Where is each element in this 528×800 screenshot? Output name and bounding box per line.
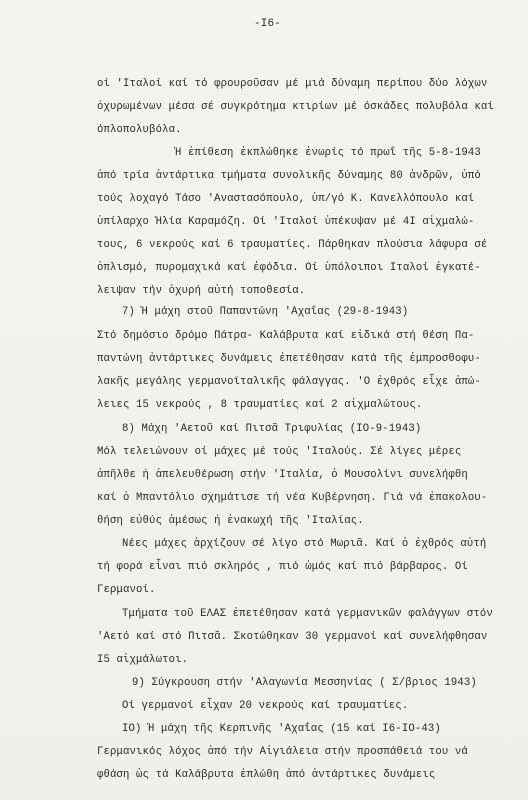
text-line: ἀπῆλθε ἡ ἀπελευθέρωση στήν 'Ιταλία, ὁ Μουσολίνι συνελήφθη (97, 469, 468, 481)
text-line: φθάση ὡς τά Καλάβρυτα ἐπλώθη ἀπό ἀντάρτικες δυνάμεις (97, 769, 436, 781)
text-line: θήση εὐθύς ἀμέσως ἡ ἐνακωχή τῆς 'Ιταλίας. (97, 515, 364, 527)
section-heading: 9) Σύγκρουση στήν 'Αλαγωνία Μεσσηνίας ( Σ/βριος 1943) (132, 677, 477, 689)
text-line: I5 αἰχμάλωτοι. (97, 654, 189, 666)
text-line: 'Αετό καί στό Πιτσᾶ. Σκοτώθηκαν 30 γερμανοί καί συνελήφθησαν (97, 631, 488, 643)
text-line: τή φορά εἶναι πιό σκληρός , πιό ὠμός καί πιό βάρβαρος. Οί (97, 561, 468, 573)
text-line: καί ὁ Μπαντόλιο σχημάτισε τή νέα Κυβέρνηση. Γιά νά ἐπακολου- (97, 492, 488, 504)
text-line: λειψαν τήν ὀχυρή αὐτή τοποθεσία. (97, 285, 306, 297)
section-heading: IO) Ἡ μάχη τῆς Κερπινῆς 'Αχαΐας (15 καί I6-IO-43) (122, 723, 441, 735)
text-line: Μόλ τελειώνουν οί μάχες μέ τούς 'Ιταλούς. Σέ λίγες μέρες (97, 446, 462, 458)
section-heading: 8) Μάχη 'Αετοῦ καί Πιτσᾶ Τριφυλίας (IO-9-1943) (122, 423, 422, 435)
section-heading: 7) Ἡ μάχη στοῦ Παπαντώνη 'Αχαΐας (29-8-1943) (122, 306, 409, 318)
text-line: λακῆς μεγάλης γερμανοϊταλικῆς φάλαγγας. 'Ο ἐχθρός εἶχε ἀπώ- (97, 376, 481, 388)
text-line: ὀχυρωμένων μέσα σέ συγκρότημα κτιρίων μέ όσκάδες πολυβόλα καί (97, 101, 494, 113)
text-line: ἀπό τρία ἀντάρτικα τμήματα συνολικῆς δύναμης 80 ἀνδρῶν, ὑπό (97, 170, 481, 182)
text-line: Γερμανικός λόχος ἀπό τήν Αἰγιάλεια στήν προσπάθειά του νά (97, 746, 468, 758)
text-line: τους, 6 νεκρούς καί 6 τραυματίες. Πάρθηκαν πλούσια λάφυρα σέ (97, 239, 488, 251)
text-line: λειες 15 νεκρούς , 8 τραυματίες καί 2 αἰχμαλώτους. (97, 399, 423, 411)
text-line: ὁπλισμό, πυρομαχικά καί ἐφόδια. Οί ὑπόλοιποι Ιταλοί ἐγκατέ- (97, 262, 481, 274)
text-line: ὑπίλαρχο Ἠλία Καραμόζη. Οί 'Ιταλοί ὑπέκυψαν μέ 4I αἰχμαλώ- (97, 216, 475, 228)
text-line: Τμήματα τοῦ ΕΛΑΣ ἐπετέθησαν κατά γερμανικῶν φαλάγγων στόν (122, 608, 493, 620)
text-line: Γερμανοί. (97, 584, 156, 596)
text-line: Ἡ ἐπίθεση ἐκπλώθηκε ἐνωρίς τό πρωΐ τῆς 5-8-1943 (175, 147, 481, 159)
text-line: παντώνη ἀντάρτικες δυνάμεις ἐπετέθησαν κατά τῆς ἐμπροσθοφυ- (97, 353, 481, 365)
text-line: Στό δημόσιο δρόμο Πάτρα- Καλάβρυτα καί εἰδικά στή θέση Πα- (97, 330, 475, 342)
text-line: Οί γερμανοί εἶχαν 20 νεκρούς καί τραυματίες. (122, 700, 409, 712)
page-number: -I6- (254, 18, 282, 30)
text-line: τούς λοχαγό Τάσο 'Αναστασόπουλο, ὑπ/γό Κ. Κανελλόπουλο καί (97, 193, 475, 205)
text-line: Νέες μάχες ἀρχίζουν σέ λίγο στό Μωριᾶ. Καί ὁ ἐχθρός αὐτή (122, 538, 487, 550)
text-line: όπλοπολυβόλα. (97, 124, 182, 136)
text-line: οί 'Ιταλοί καί τό φρουροῦσαν μέ μιά δύναμη περίπου δύο λόχων (97, 78, 488, 90)
